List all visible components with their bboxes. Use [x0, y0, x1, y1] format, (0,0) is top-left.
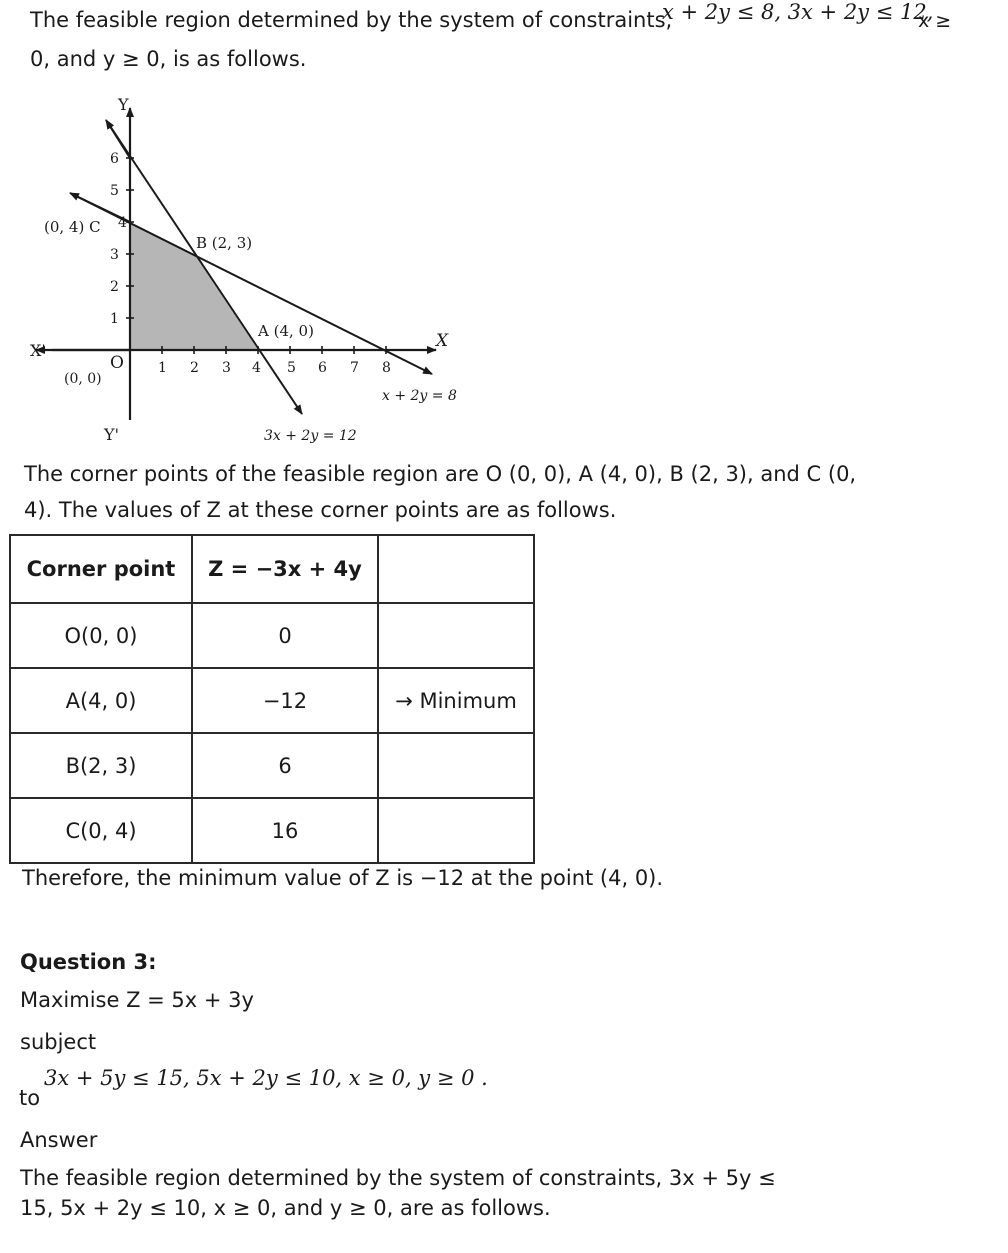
- table-row: [10, 798, 534, 863]
- answer-text-line1: The feasible region determined by the system of constraints, 3x + 5y ≤: [20, 1166, 776, 1190]
- table-header-row: [10, 535, 534, 603]
- table-row: [10, 733, 534, 798]
- line2-label: 3x + 2y = 12: [264, 428, 357, 444]
- x-tick-8: 8: [382, 360, 391, 376]
- cell-z: 0: [192, 603, 378, 668]
- axis-y-neg-label: Y': [104, 425, 119, 444]
- y-tick-2: 2: [110, 279, 119, 295]
- y-tick-6: 6: [110, 151, 119, 167]
- origin-label: (0, 0): [64, 371, 102, 387]
- cell-z: −12: [192, 668, 378, 733]
- answer-text-line2: 15, 5x + 2y ≤ 10, x ≥ 0, and y ≥ 0, are as follows.: [20, 1196, 551, 1220]
- question-3-subject: subject: [20, 1030, 97, 1054]
- intro-text-tail: x ≥: [918, 10, 952, 32]
- axis-x-neg-label: X': [30, 341, 46, 360]
- y-tick-4: 4: [118, 215, 127, 231]
- x-tick-5: 5: [287, 360, 296, 376]
- table-row: [10, 668, 534, 733]
- point-c-label: (0, 4) C: [44, 218, 101, 236]
- cell-note: [378, 798, 534, 863]
- y-tick-1: 1: [110, 311, 119, 327]
- axis-y-label: Y: [118, 95, 129, 114]
- line1-label: x + 2y = 8: [382, 388, 457, 404]
- question-3-title: Question 3:: [20, 950, 157, 974]
- feasible-region-graph: [0, 80, 480, 450]
- cell-point: O(0, 0): [10, 603, 192, 668]
- y-tick-3: 3: [110, 247, 119, 263]
- question-3-statement: Maximise Z = 5x + 3y: [20, 988, 254, 1012]
- header-note: [378, 535, 534, 603]
- axis-x-label: X: [436, 331, 449, 351]
- point-b-label: B (2, 3): [196, 234, 253, 252]
- x-tick-4: 4: [252, 360, 261, 376]
- constraint-inequalities: x + 2y ≤ 8, 3x + 2y ≤ 12,: [662, 0, 934, 24]
- x-tick-1: 1: [158, 360, 167, 376]
- cell-note: [378, 733, 534, 798]
- cell-z: 6: [192, 733, 378, 798]
- table-row: [10, 603, 534, 668]
- x-tick-3: 3: [222, 360, 231, 376]
- cell-point: C(0, 4): [10, 798, 192, 863]
- y-tick-5: 5: [110, 183, 119, 199]
- intro-text-line2: 0, and y ≥ 0, is as follows.: [30, 47, 307, 71]
- cell-point: A(4, 0): [10, 668, 192, 733]
- z-values-table: [9, 534, 535, 864]
- point-a-label: A (4, 0): [258, 322, 314, 340]
- cell-note: → Minimum: [378, 668, 534, 733]
- origin-letter: O: [110, 353, 124, 373]
- corner-points-text-line1: The corner points of the feasible region are O (0, 0), A (4, 0), B (2, 3), and C (0,: [24, 462, 857, 486]
- question-3-constraints: 3x + 5y ≤ 15, 5x + 2y ≤ 10, x ≥ 0, y ≥ 0 .: [44, 1066, 488, 1090]
- x-tick-6: 6: [318, 360, 327, 376]
- header-z-function: Z = −3x + 4y: [192, 535, 378, 603]
- conclusion-text: Therefore, the minimum value of Z is −12 at the point (4, 0).: [22, 866, 664, 890]
- cell-point: B(2, 3): [10, 733, 192, 798]
- cell-note: [378, 603, 534, 668]
- header-corner-point: Corner point: [10, 535, 192, 603]
- corner-points-text-line2: 4). The values of Z at these corner points are as follows.: [24, 498, 617, 522]
- cell-z: 16: [192, 798, 378, 863]
- x-tick-7: 7: [350, 360, 359, 376]
- intro-text-line1: The feasible region determined by the system of constraints,: [30, 8, 673, 32]
- question-3-to: to: [19, 1086, 41, 1110]
- answer-label: Answer: [20, 1128, 98, 1152]
- x-tick-2: 2: [190, 360, 199, 376]
